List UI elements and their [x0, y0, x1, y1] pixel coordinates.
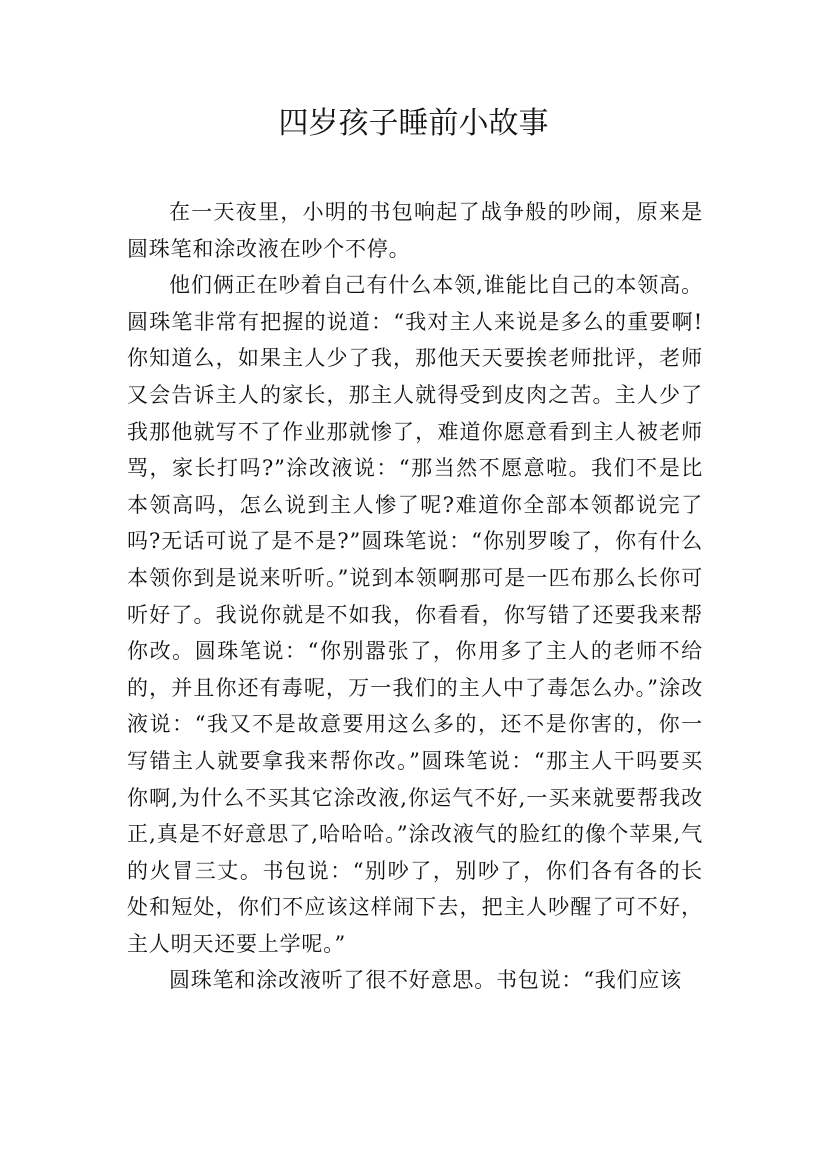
document-body	[127, 194, 703, 999]
paragraph-1: 在一天夜里，小明的书包响起了战争般的吵闹，原来是圆珠笔和涂改液在吵个不停。	[127, 200, 703, 261]
paragraph-2: 他们俩正在吵着自己有什么本领,谁能比自己的本领高。圆珠笔非常有把握的说道：“我对主人来说是多么的重要啊!你知道么，如果主人少了我，那他天天要挨老师批评，老师又会告诉主人的家长，那主人就得受到皮肉之苦。主人少了我那他就写不了作业那就惨了，难道你愿意看到主人被老师骂，家长打吗?”涂改液说：“那当然不愿意啦。我们不是比本领高吗，怎么说到主人惨了呢?难道你全部本领都说完了吗?无话可说了是不是?”圆珠笔说：“你别罗唆了，你有什么本领你到是说来听听。”说到本领啊那可是一匹布那么长你可听好了。我说你就是不如我，你看看，你写错了还要我来帮你改。圆珠笔说：“你别嚣张了，你用多了主人的老师不给的，并且你还有毒呢，万一我们的主人中了毒怎么办。”涂改液说：“我又不是故意要用这么多的，还不是你害的，你一写错主人就要拿我来帮你改。”圆珠笔说：“那主人干吗要买你啊,为什么不买其它涂改液,你运气不好,一买来就要帮我改正,真是不好意思了,哈哈哈。”涂改液气的脸红的像个苹果,气的火冒三丈。书包说：“别吵了，别吵了，你们各有各的长处和短处，你们不应该这样闹下去，把主人吵醒了可不好，主人明天还要上学呢。”	[127, 273, 703, 956]
paragraph-3: 圆珠笔和涂改液听了很不好意思。书包说：“我们应该	[169, 968, 682, 993]
document-title: 四岁孩子睡前小故事	[278, 106, 549, 141]
